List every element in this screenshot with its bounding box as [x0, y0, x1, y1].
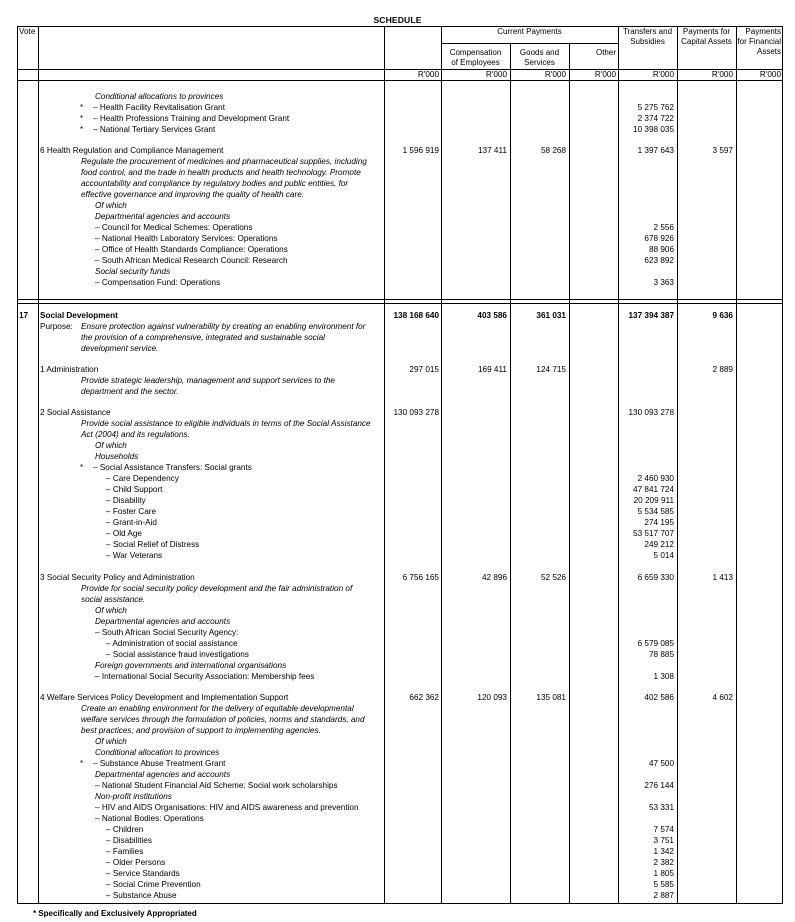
amount-tr: 402 586 [644, 693, 674, 702]
amount-tr: 274 195 [644, 518, 674, 527]
row-label: – Old Age [106, 529, 142, 538]
amount-cap: 1 413 [712, 573, 733, 582]
amount-tr: 20 209 911 [633, 496, 674, 505]
header-other: Other [595, 48, 616, 57]
header-transfers: Transfers and Subsidies [622, 27, 673, 46]
amount-comp: 137 411 [478, 146, 507, 155]
amount-tr: 47 500 [648, 759, 674, 768]
row-label: Departmental agencies and accounts [95, 617, 231, 626]
col-line-description [384, 26, 385, 904]
row-label: – Foster Care [106, 507, 157, 516]
row-label: department and the sector. [81, 387, 179, 396]
row-label: 2 Social Assistance [40, 408, 111, 417]
amount-tr: 47 841 724 [633, 485, 674, 494]
footnote: * Specifically and Exclusively Appropriated [33, 909, 197, 918]
amount-comp: 403 586 [477, 311, 507, 320]
vote-separator-2 [17, 303, 783, 304]
amount-tr: 276 144 [644, 781, 674, 790]
row-label: welfare services through the formulation of policies, norms and standards, and [81, 715, 365, 724]
amount-tr: 6 659 330 [637, 573, 674, 582]
amount-tr: 137 394 387 [628, 311, 674, 320]
amount-comp: 120 093 [477, 693, 507, 702]
row-label: 1 Administration [40, 365, 99, 374]
row-label: Foreign governments and international organisations [95, 661, 287, 670]
row-label: development service. [81, 344, 159, 353]
row-label: Purpose: [40, 322, 73, 331]
amount-goods: 135 081 [536, 693, 566, 702]
row-label: social assistance. [81, 595, 146, 604]
amount-tr: 3 751 [653, 836, 674, 845]
row-label: – Child Support [106, 485, 163, 494]
header-compensation: Compensation of Employees [449, 48, 502, 67]
row-label: Create an enabling environment for the delivery of equitable developmental [81, 704, 354, 713]
amount-tr: 678 926 [644, 234, 674, 243]
amount-goods: 361 031 [536, 311, 566, 320]
col-line-goods [569, 43, 570, 904]
row-label: – Families [106, 847, 144, 856]
unit-transfers: R'000 [652, 70, 674, 79]
row-label: – War Veterans [106, 551, 163, 560]
amount-tr: 2 460 930 [637, 474, 674, 483]
header-vote: Vote [19, 27, 36, 36]
amount-tr: 5 014 [653, 551, 674, 560]
row-label: – South African Medical Research Council: Research [95, 256, 288, 265]
row-label: Social security funds [95, 267, 171, 276]
row-label: – Social Relief of Distress [106, 540, 200, 549]
amount-tr: 2 382 [653, 858, 674, 867]
row-label-purpose: Ensure protection against vulnerability by creating an enabling environment for [81, 322, 366, 331]
amount-tr: 623 892 [644, 256, 674, 265]
row-label: – Health Professions Training and Development Grant [93, 114, 290, 123]
amount-tr: 53 517 707 [633, 529, 674, 538]
row-label: – Social Assistance Transfers: Social grants [93, 463, 252, 472]
row-label: – National Bodies: Operations [95, 814, 204, 823]
row-label: – Disability [106, 496, 146, 505]
row-label: Regulate the procurement of medicines and pharmaceutical supplies, including [81, 157, 367, 166]
amount-goods: 58 268 [540, 146, 566, 155]
header-goods-services: Goods and Services [519, 48, 560, 67]
row-label: Conditional allocation to provinces [95, 748, 220, 757]
row-label: Conditional allocations to provinces [95, 92, 224, 101]
table-bottom-border [17, 903, 783, 904]
header-financial: Payments for Financial Assets [737, 27, 781, 56]
vote-number: 17 [19, 311, 29, 320]
row-label: 3 Social Security Policy and Administration [40, 573, 195, 582]
schedule-title: SCHEDULE [373, 15, 422, 25]
row-label: Provide social assistance to eligible individuals in terms of the Social Assistance [81, 419, 371, 428]
amount-cap: 2 889 [712, 365, 733, 374]
unit-other: R'000 [594, 70, 616, 79]
row-label: – HIV and AIDS Organisations: HIV and AIDS awareness and prevention [95, 803, 359, 812]
row-label: Of which [95, 201, 127, 210]
row-label: Social Development [40, 311, 118, 320]
amount-tr: 6 579 085 [637, 639, 674, 648]
row-label: Households [95, 452, 139, 461]
col-line-vote [38, 26, 39, 904]
amount-tr: 1 342 [653, 847, 674, 856]
row-label: – International Social Security Association: Membership fees [95, 672, 315, 681]
amount-tot: 1 596 919 [402, 146, 439, 155]
amount-comp: 169 411 [478, 365, 507, 374]
row-label: 4 Welfare Services Policy Development and Implementation Support [40, 693, 289, 702]
amount-goods: 124 715 [536, 365, 566, 374]
row-label: – Grant-in-Aid [106, 518, 157, 527]
col-line-right [782, 26, 783, 904]
row-label: – Service Standards [106, 869, 180, 878]
row-label: – National Student Financial Aid Scheme: Social work scholarships [95, 781, 338, 790]
amount-tr: 53 331 [648, 803, 674, 812]
amount-tr: 2 887 [653, 891, 674, 900]
appropriation-asterisk: * [80, 759, 84, 768]
row-label: best practices; and provision of support to implementing agencies. [81, 726, 321, 735]
amount-tr: 1 308 [653, 672, 674, 681]
row-label: 6 Health Regulation and Compliance Management [40, 146, 224, 155]
row-label: – Social assistance fraud investigations [106, 650, 249, 659]
amount-cap: 9 636 [712, 311, 733, 320]
row-label: effective governance and improving the quality of health care. [81, 190, 305, 199]
row-label: – Health Facility Revitalisation Grant [93, 103, 225, 112]
row-label: – South African Social Security Agency: [95, 628, 239, 637]
row-label: – Substance Abuse Treatment Grant [93, 759, 226, 768]
amount-tr: 78 885 [648, 650, 674, 659]
amount-tr: 2 556 [653, 223, 674, 232]
row-label: – National Health Laboratory Services: Operations [95, 234, 278, 243]
unit-financial: R'000 [759, 70, 781, 79]
unit-comp: R'000 [485, 70, 507, 79]
col-line-transfers [677, 26, 678, 904]
row-label: Of which [95, 737, 127, 746]
unit-capital: R'000 [711, 70, 733, 79]
amount-tr: 1 397 643 [637, 146, 674, 155]
header-capital: Payments for Capital Assets [681, 27, 732, 46]
row-label: – Social Crime Prevention [106, 880, 201, 889]
col-line-left [17, 26, 18, 904]
amount-tot: 662 362 [409, 693, 439, 702]
unit-total: R'000 [417, 70, 439, 79]
appropriation-asterisk: * [80, 125, 84, 134]
amount-tr: 249 212 [644, 540, 674, 549]
amount-tot: 297 015 [409, 365, 439, 374]
col-line-total [441, 26, 442, 904]
amount-tot: 130 093 278 [393, 408, 439, 417]
unit-row-divider [17, 80, 783, 81]
amount-tr: 5 585 [653, 880, 674, 889]
row-label: – Council for Medical Schemes: Operations [95, 223, 253, 232]
current-payments-divider [441, 43, 618, 44]
amount-tr: 3 363 [653, 278, 674, 287]
row-label: Departmental agencies and accounts [95, 212, 231, 221]
appropriation-asterisk: * [80, 114, 84, 123]
row-label: – Older Persons [106, 858, 166, 867]
appropriation-asterisk: * [80, 463, 84, 472]
amount-cap: 4 602 [712, 693, 733, 702]
amount-tr: 1 805 [653, 869, 674, 878]
col-line-comp [510, 43, 511, 904]
amount-tr: 88 906 [648, 245, 674, 254]
amount-tr: 10 398 035 [633, 125, 674, 134]
row-label: accountability and compliance by regulatory bodies and public entities, for [81, 179, 349, 188]
unit-goods: R'000 [544, 70, 566, 79]
row-label: – National Tertiary Services Grant [93, 125, 216, 134]
amount-tr: 7 574 [653, 825, 674, 834]
row-label: Of which [95, 606, 127, 615]
row-label: Provide for social security policy development and the fair administration of [81, 584, 353, 593]
col-line-capital [736, 26, 737, 904]
amount-tr: 5 534 585 [637, 507, 674, 516]
row-label: Of which [95, 441, 127, 450]
row-label: the provision of a comprehensive, integrated and sustainable social [81, 333, 325, 342]
amount-tot: 6 756 165 [402, 573, 439, 582]
amount-tr: 130 093 278 [628, 408, 674, 417]
header-current-payments: Current Payments [497, 27, 562, 36]
appropriation-asterisk: * [80, 103, 84, 112]
row-label: – Children [106, 825, 144, 834]
row-label: – Disabilities [106, 836, 152, 845]
row-label: Provide strategic leadership, management and support services to the [81, 376, 335, 385]
row-label: Non-profit institutions [95, 792, 172, 801]
row-label: – Administration of social assistance [106, 639, 238, 648]
row-label: – Care Dependency [106, 474, 179, 483]
amount-tr: 2 374 722 [637, 114, 674, 123]
amount-goods: 52 526 [540, 573, 566, 582]
amount-cap: 3 597 [712, 146, 733, 155]
row-label: Departmental agencies and accounts [95, 770, 231, 779]
row-label: – Compensation Fund: Operations [95, 278, 221, 287]
row-label: food control, and the trade in health products and health technology. Promote [81, 168, 361, 177]
amount-tr: 5 275 762 [637, 103, 674, 112]
row-label: – Office of Health Standards Compliance: Operations [95, 245, 288, 254]
col-line-other [618, 26, 619, 904]
amount-comp: 42 896 [481, 573, 507, 582]
row-label: Act (2004) and its regulations. [81, 430, 190, 439]
amount-tot: 138 168 640 [393, 311, 439, 320]
row-label: – Substance Abuse [106, 891, 177, 900]
vote-separator-1 [17, 299, 783, 300]
